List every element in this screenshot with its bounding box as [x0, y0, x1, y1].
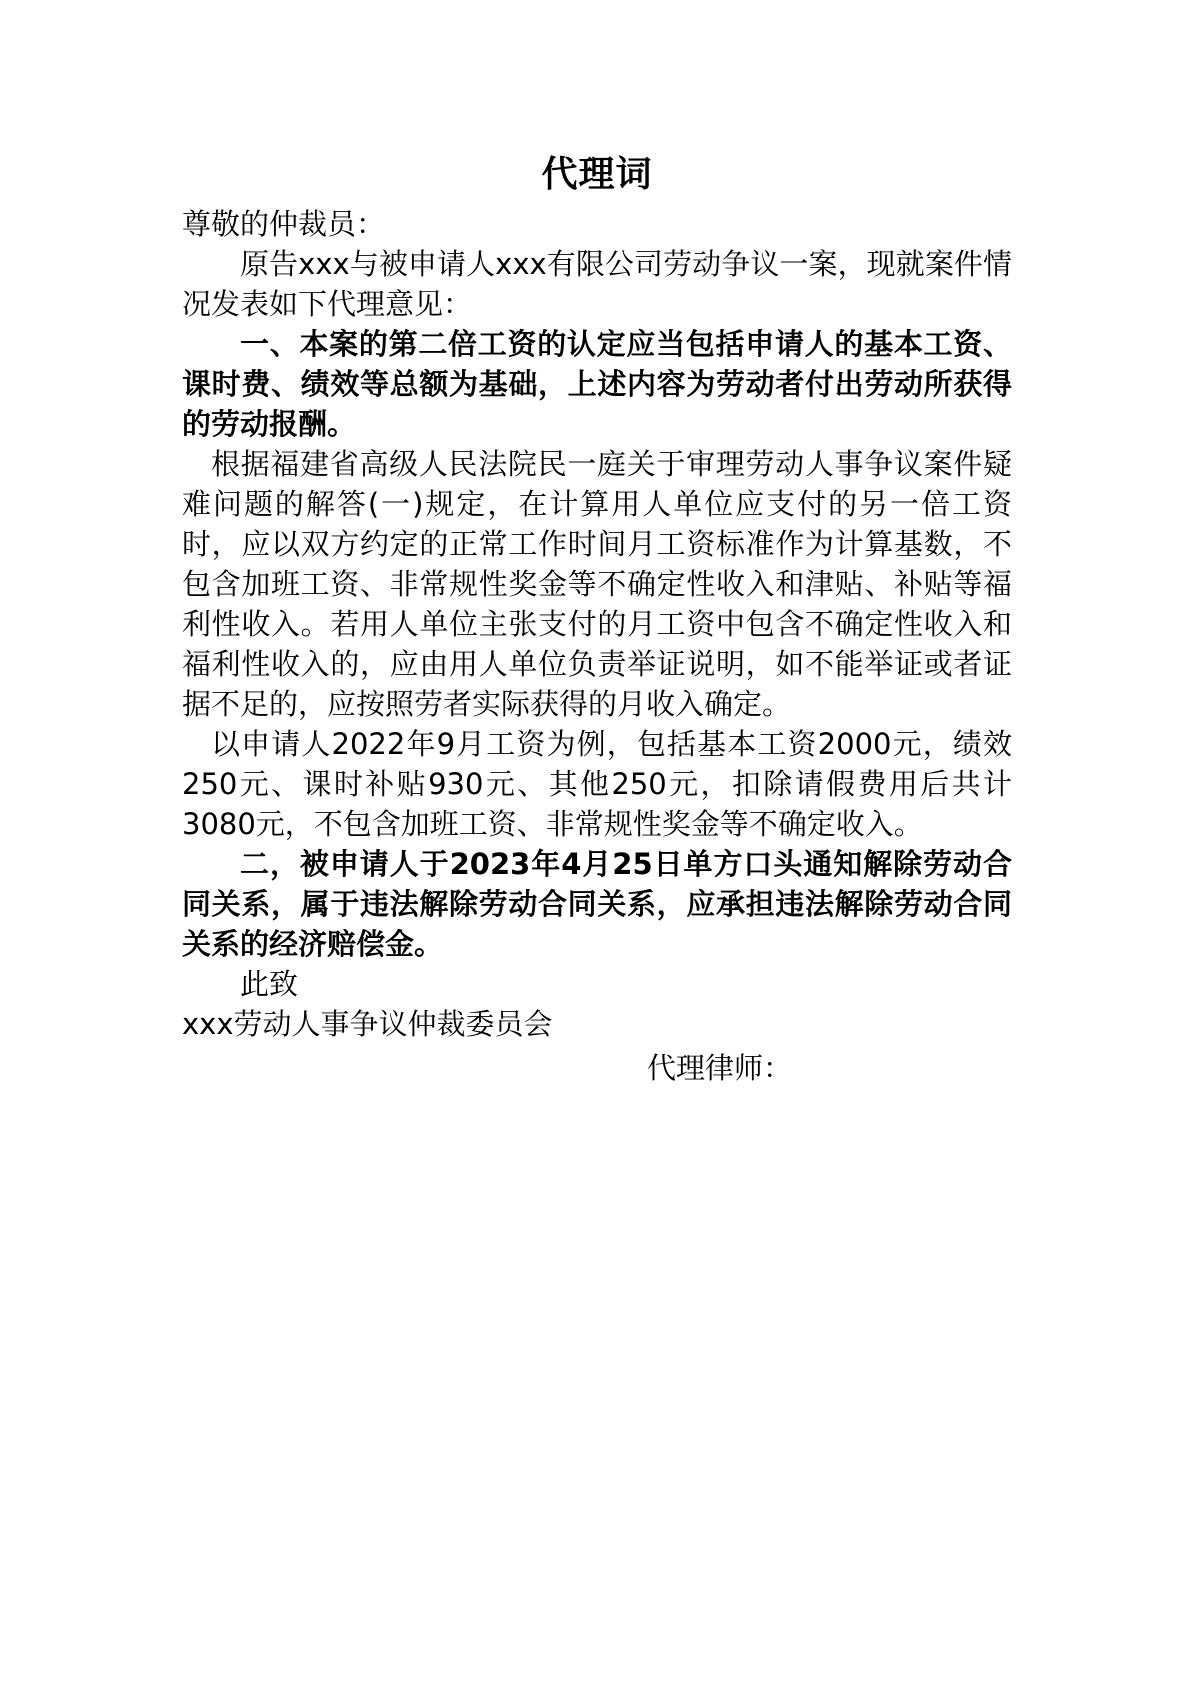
- point-one-paragraph-1: 根据福建省高级人民法院民一庭关于审理劳动人事争议案件疑难问题的解答(一)规定，在计算用人单位应支付的另一倍工资时，应以双方约定的正常工作时间月工资标准作为计算基数，不包含加班工资、非常规性奖金等不确定性收入和津贴、补贴等福利性收入。若用人单位主张支付的月工资中包含不确定性收入和福利性收入的，应由用人单位负责举证说明，如不能举证或者证据不足的，应按照劳者实际获得的月收入确定。: [182, 447, 1012, 721]
- salutation: 尊敬的仲裁员：: [182, 207, 386, 241]
- document-body: [182, 150, 1012, 1088]
- point-one-heading: 一、本案的第二倍工资的认定应当包括申请人的基本工资、课时费、绩效等总额为基础，上述内容为劳动者付出劳动所获得的劳动报酬。: [182, 327, 1012, 441]
- closing-phrase: 此致: [240, 967, 299, 1001]
- addressee: xxx劳动人事争议仲裁委员会: [182, 1007, 553, 1041]
- point-one-paragraph-2: 以申请人2022年9月工资为例，包括基本工资2000元，绩效250元、课时补贴930元、其他250元，扣除请假费用后共计3080元，不包含加班工资、非常规性奖金等不确定收入。: [182, 727, 1012, 841]
- point-two-heading: 二，被申请人于2023年4月25日单方口头通知解除劳动合同关系，属于违法解除劳动合同关系，应承担违法解除劳动合同关系的经济赔偿金。: [182, 847, 1012, 961]
- intro-paragraph: 原告xxx与被申请人xxx有限公司劳动争议一案，现就案件情况发表如下代理意见：: [182, 247, 1012, 321]
- signature-label: 代理律师：: [647, 1051, 793, 1085]
- document-title: 代理词: [541, 154, 653, 195]
